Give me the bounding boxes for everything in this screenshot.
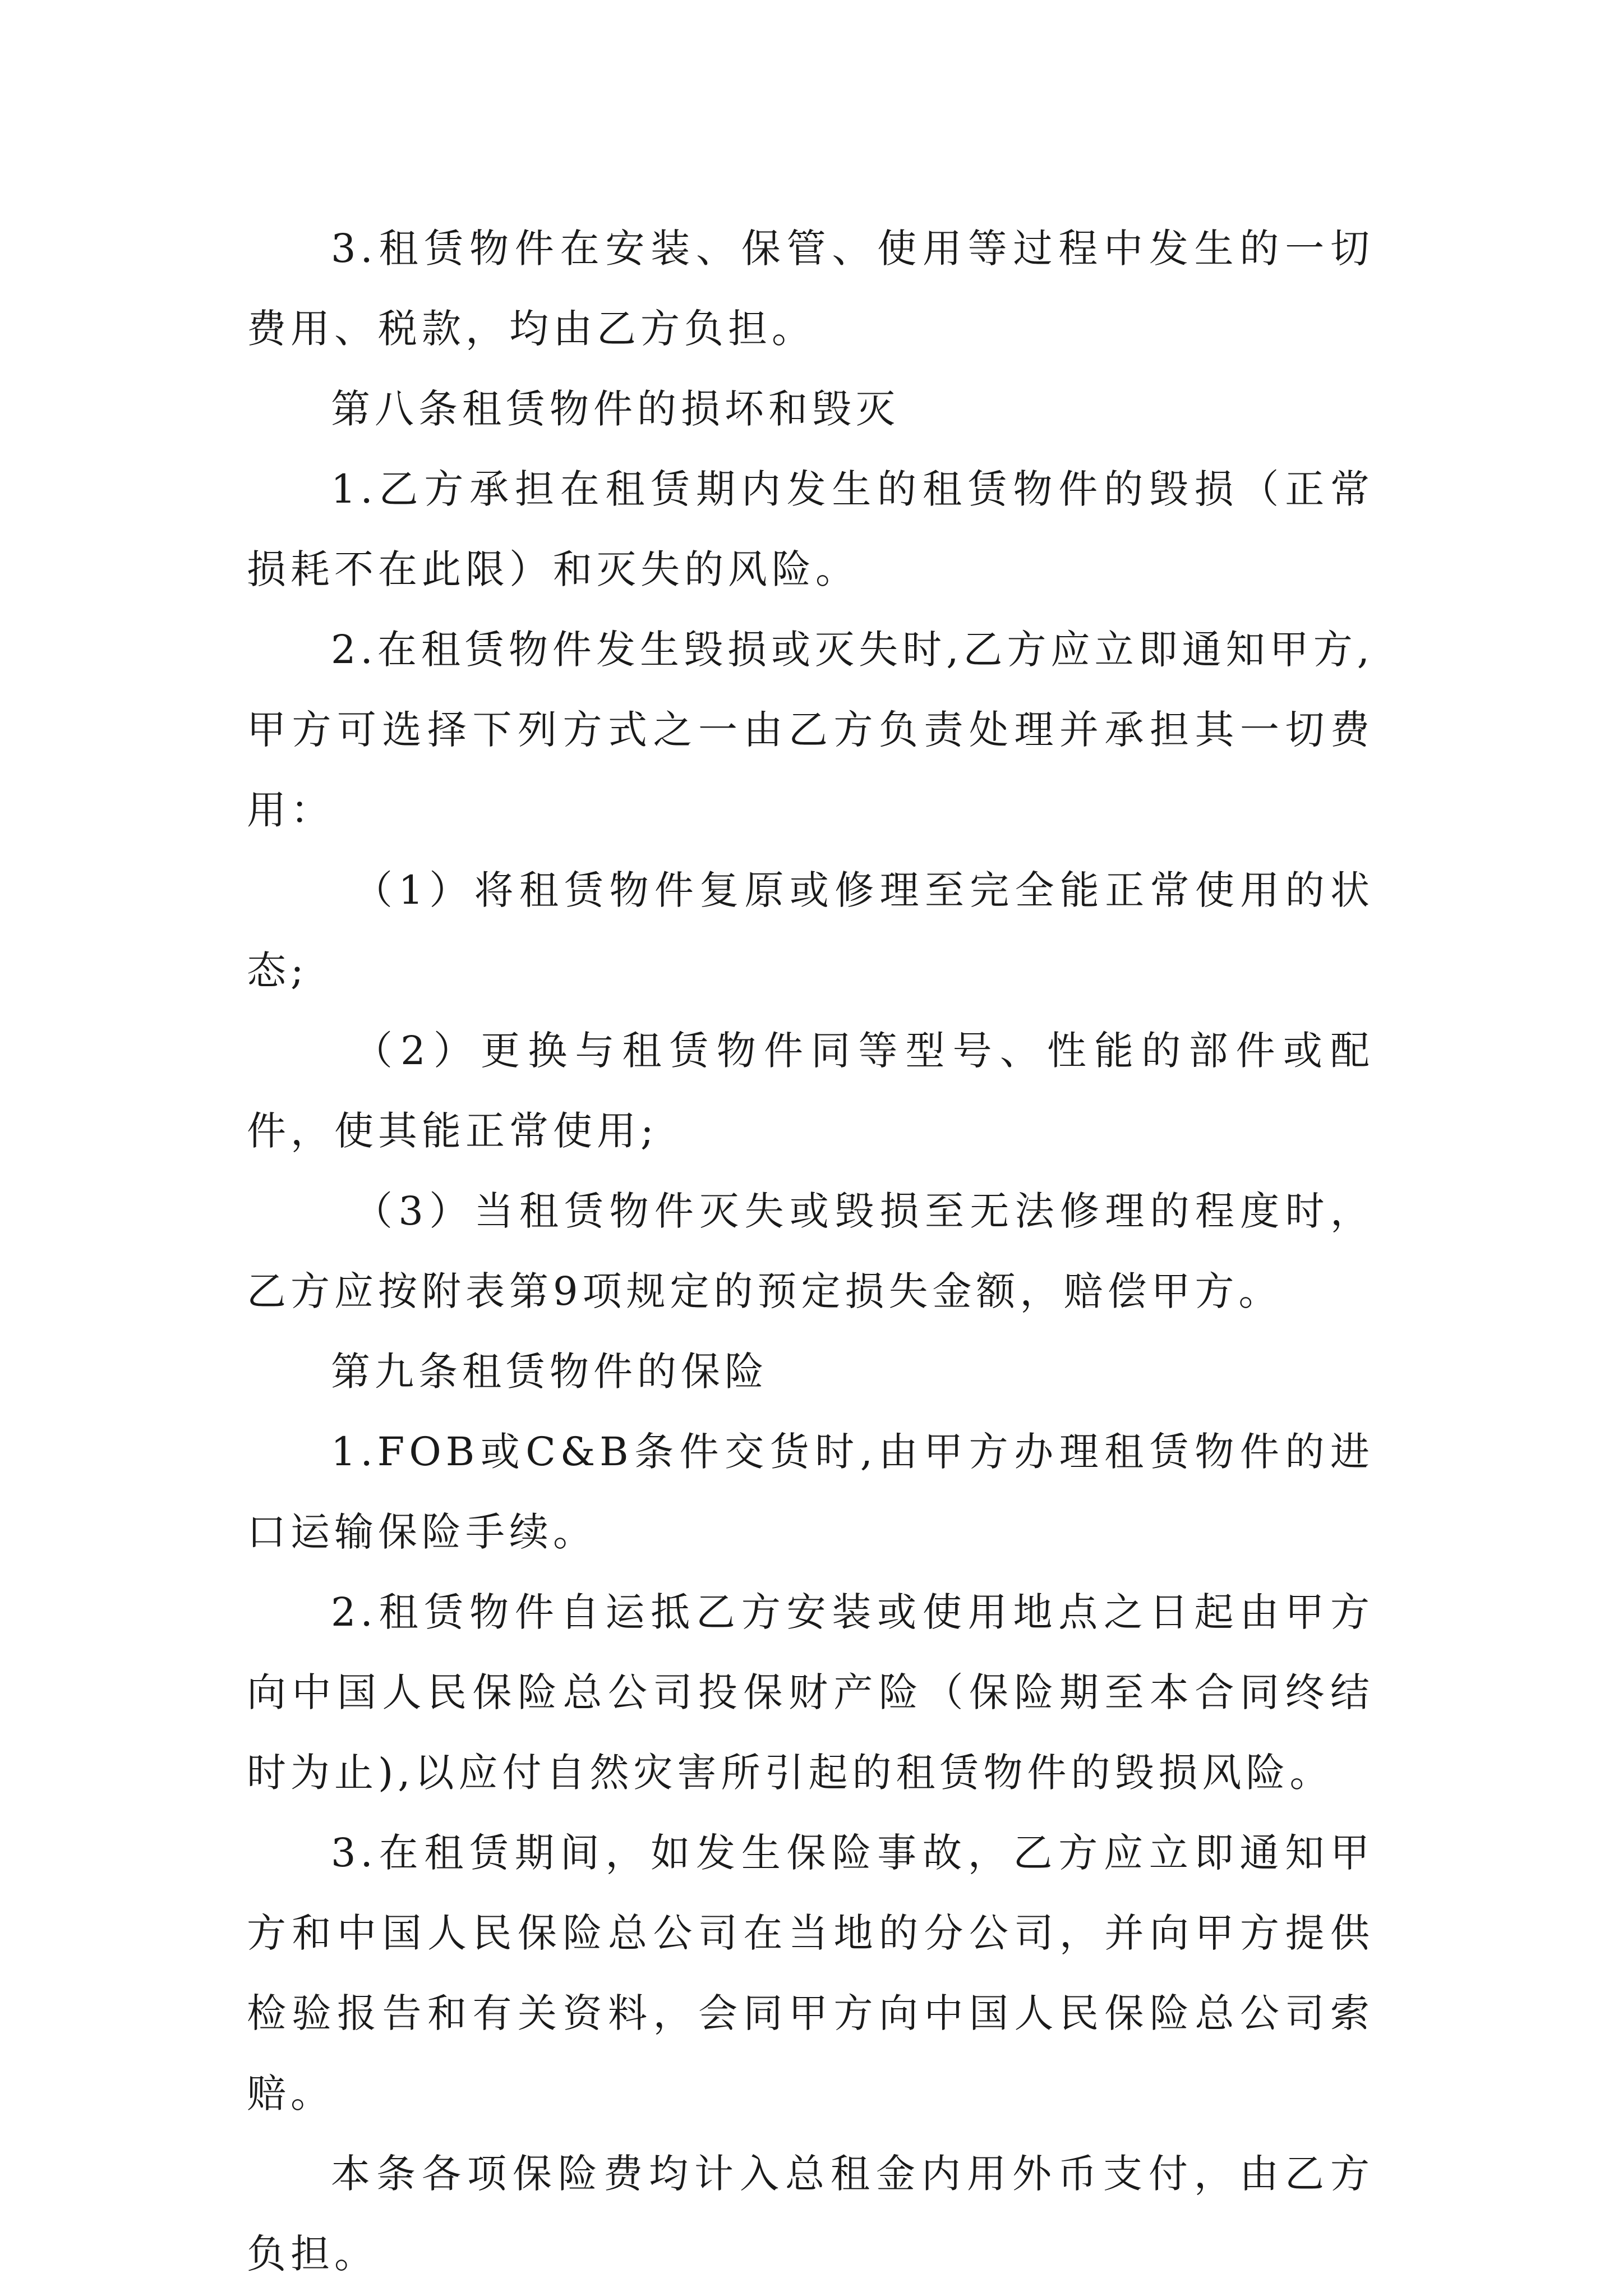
paragraph-property-insurance: 2.租赁物件自运抵乙方安装或使用地点之日起由甲方向中国人民保险总公司投保财产险（保险期至本合同终结时为止),以应付自然灾害所引起的租赁物件的毁损风险。 bbox=[247, 1589, 1374, 1796]
list-item-replace: （2）更换与租赁物件同等型号、性能的部件或配件，使其能正常使用; bbox=[247, 1028, 1374, 1154]
paragraph-insurance-claim: 3.在租赁期间，如发生保险事故，乙方应立即通知甲方和中国人民保险总公司在当地的分公司，并向甲方提供检验报告和有关资料，会同甲方向中国人民保险总公司索赔。 bbox=[247, 1830, 1374, 2116]
list-item-compensate: （3）当租赁物件灭失或毁损至无法修理的程度时，乙方应按附表第9项规定的预定损失金额，赔偿甲方。 bbox=[247, 1188, 1374, 1314]
paragraph-transport-insurance: 1.FOB或C&B条件交货时,由甲方办理租赁物件的进口运输保险手续。 bbox=[247, 1429, 1374, 1555]
document-body bbox=[247, 209, 1374, 2294]
paragraph-premium-payment: 本条各项保险费均计入总租金内用外币支付，由乙方负担。 bbox=[247, 2151, 1374, 2277]
paragraph-damage-notice: 2.在租赁物件发生毁损或灭失时,乙方应立即通知甲方,甲方可选择下列方式之一由乙方负责处理并承担其一切费用： bbox=[247, 627, 1374, 833]
heading-article-8: 第八条租赁物件的损坏和毁灭 bbox=[331, 386, 900, 432]
list-item-restore: （1）将租赁物件复原或修理至完全能正常使用的状态; bbox=[247, 867, 1374, 993]
paragraph-expense-clause: 3.租赁物件在安装、保管、使用等过程中发生的一切费用、税款，均由乙方负担。 bbox=[247, 226, 1374, 352]
paragraph-damage-risk: 1.乙方承担在租赁期内发生的租赁物件的毁损（正常损耗不在此限）和灭失的风险。 bbox=[247, 466, 1374, 592]
heading-article-9: 第九条租赁物件的保险 bbox=[331, 1349, 768, 1395]
